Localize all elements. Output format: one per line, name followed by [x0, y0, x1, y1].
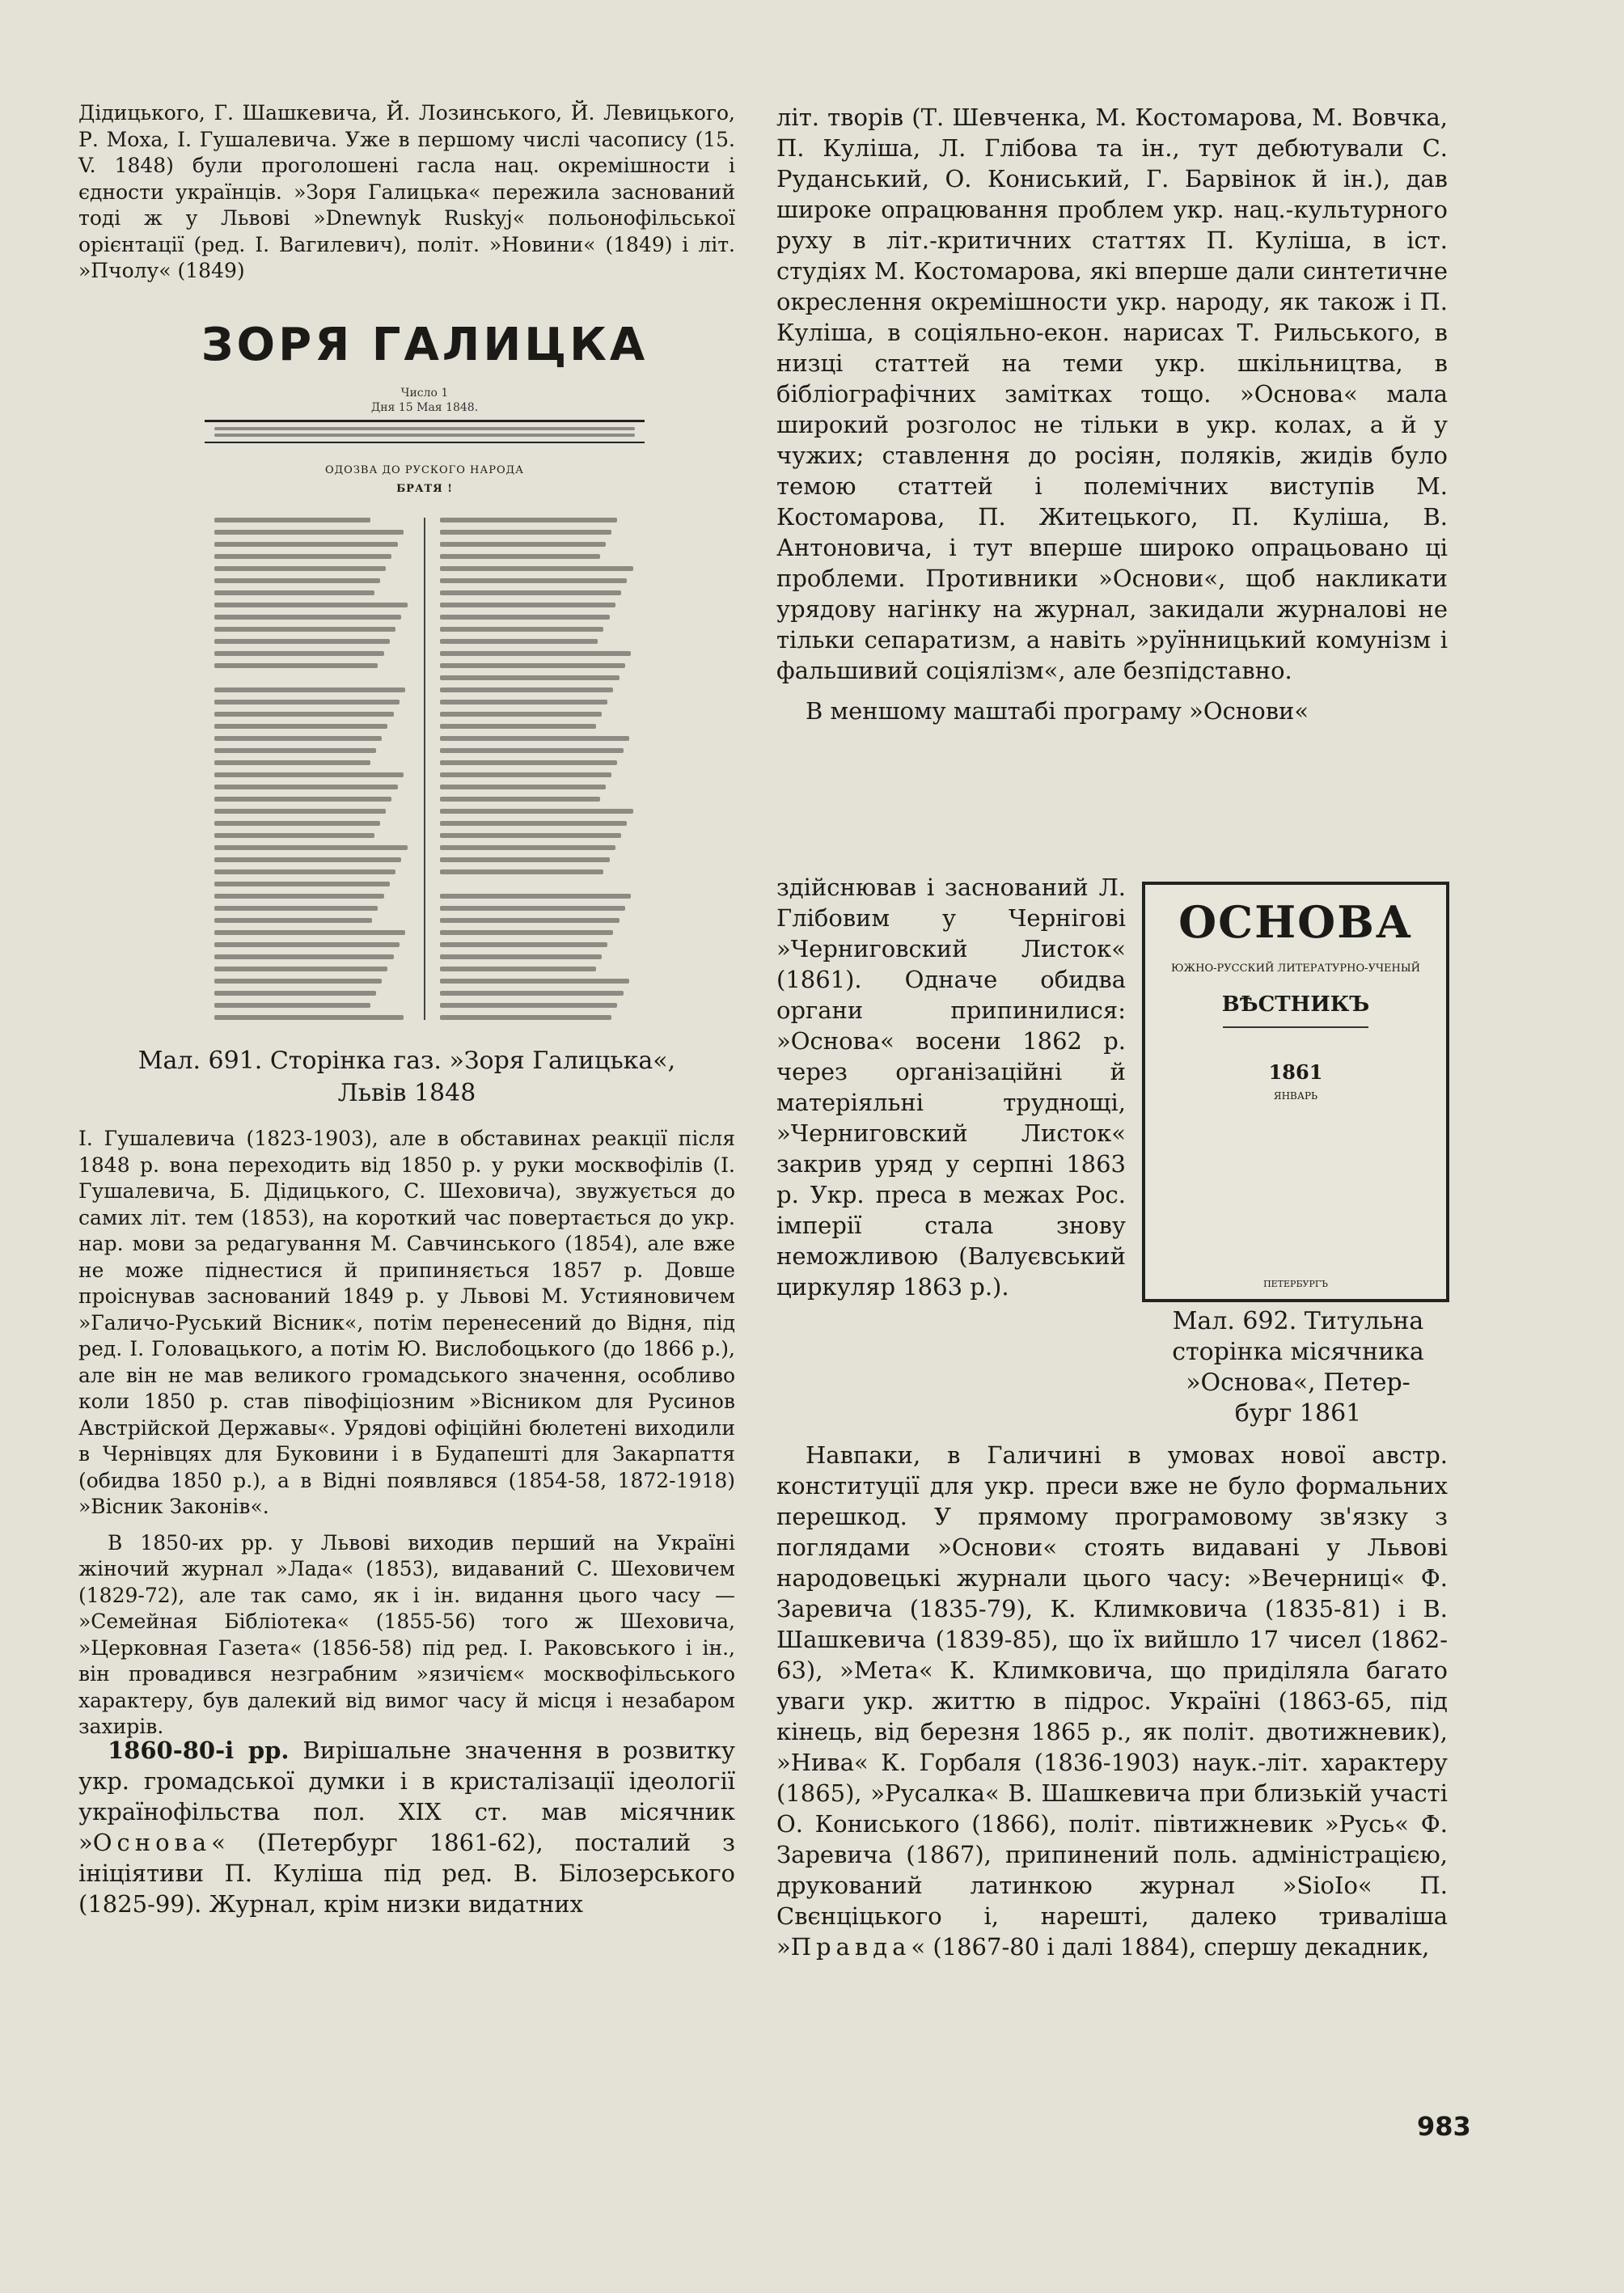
newspaper-text-line — [440, 554, 600, 559]
newspaper-text-line — [440, 578, 627, 583]
newspaper-text-line — [214, 651, 384, 656]
newspaper-title: ЗОРЯ ГАЛИЦКА — [201, 319, 649, 371]
newspaper-text-line — [214, 700, 400, 704]
newspaper-text-line — [214, 639, 390, 644]
newspaper-text-line — [440, 760, 617, 765]
newspaper-body — [198, 501, 651, 1020]
newspaper-text-line — [440, 627, 603, 632]
paragraph: І. Гушалевича (1823-1903), але в обставинах реакції після 1848 р. вона переходить від 1850 р. у руки москвофілів (І. Гушалевича, Б. Дідицького, С. Шеховича), звужується до самих літ. тем (1853), на короткий час повертається до укр. нар. мови за редагування М. Савчинського (1854), але вже не може піднестися й припиняється 1857 р. Довше проіснував заснований 1849 р. у Львові М. Устияновичем »Галичо-Руський Вісник«, потім перенесений до Відня, під ред. І. Головацького, а потім Ю. Вислобоцького (до 1866 р.), але він не мав великого громадського значення, особливо коли 1850 р. став півофіціозним »Вісником для Русинов Австрійской Державы«. Урядові офіційні бюлетені виходили в Чернівцях для Буковини і в Будапешті для Закарпаття (обидва 1850 р.), а в Відні появлявся (1854-58, 1872-1918) »Вісник Законів«. — [78, 1127, 735, 1518]
newspaper-text-line — [440, 1015, 611, 1020]
left-column-middle — [78, 1126, 735, 1750]
newspaper-text-line — [214, 785, 398, 789]
newspaper-text-line — [440, 1003, 617, 1008]
left-column-top — [78, 100, 735, 294]
newspaper-text-line — [214, 603, 408, 607]
newspaper-line — [214, 427, 635, 430]
paragraph — [776, 1440, 1448, 1962]
newspaper-text-line — [214, 627, 395, 632]
newspaper-text-line — [214, 554, 391, 559]
newspaper-text-line — [440, 833, 621, 838]
newspaper-text-line — [214, 869, 395, 874]
newspaper-rule — [205, 442, 645, 443]
newspaper-text-line — [440, 979, 629, 984]
caption-line: »Основа«, Петер- — [1186, 1369, 1410, 1397]
titlepage-subtitle: ЮЖНО-РУССКИЙ ЛИТЕРАТУРНО-УЧЕНЫЙ — [1171, 962, 1420, 975]
titlepage-rule — [1223, 1026, 1368, 1028]
newspaper-text-line — [214, 930, 405, 935]
newspaper-text-line — [440, 930, 613, 935]
newspaper-text-line — [214, 906, 378, 911]
newspaper-text-line — [214, 760, 370, 765]
newspaper-column — [214, 518, 409, 1020]
newspaper-text-line — [440, 736, 629, 741]
journal-name: Правда — [790, 1933, 911, 1961]
right-column-top — [776, 102, 1448, 726]
newspaper-text-line — [440, 991, 624, 996]
newspaper-text-line — [214, 712, 394, 717]
newspaper-text-line — [214, 748, 376, 753]
newspaper-text-line — [440, 821, 627, 826]
figure-692-caption — [1132, 1306, 1464, 1429]
newspaper-text-line — [214, 833, 374, 838]
paragraph: В меншому маштабі програму »Основи« — [806, 697, 1309, 725]
paragraph-text: Навпаки, в Галичині в умовах нової австр. конституції для укр. преси вже не було формальних перешкод. У прямому програмовому зв'язку з поглядами »Основи« стоять видавані у Львові народовецькі журнали цього часу: »Вечерниці« Ф. Заревича (1835-79), К. Климковича (1835-81) і В. Шашкевича (1839-85), що їх вийшло 17 чисел (1862-63), »Мета« К. Климковича, що приділяла багато уваги укр. життю в підрос. Україні (1863-65, під кінець, від березня 1865 р., як політ. двотижневик), »Нива« К. Горбаля (1836-1903) наук.-літ. характеру (1865), »Русалка« В. Шашкевича при близькій участі О. Кониського (1866), політ. півтижневик »Русь« Ф. Заревича (1867), припинений поль. адміністрацією, друкований латинкою журнал »SioIo« П. Свєнціцького і, нарешті, далеко триваліша » — [776, 1441, 1448, 1961]
newspaper-text-line — [214, 821, 380, 826]
newspaper-text-line — [440, 663, 625, 668]
caption-line: Мал. 692. Титульна — [1172, 1307, 1424, 1335]
caption-line: Мал. 691. Сторінка газ. »Зоря Галицька«, — [137, 1047, 676, 1075]
titlepage-title: ОСНОВА — [1178, 896, 1413, 948]
newspaper-text-line — [440, 785, 606, 789]
figure-692-titlepage — [1142, 882, 1449, 1302]
newspaper-text-line — [440, 869, 603, 874]
newspaper-text-line — [440, 566, 633, 571]
newspaper-text-line — [214, 578, 380, 583]
newspaper-text-line — [440, 530, 611, 535]
right-column-bottom — [776, 1440, 1448, 1972]
paragraph — [78, 1735, 735, 1919]
paragraph: літ. творів (Т. Шевченка, М. Костомарова, М. Вовчка, П. Куліша, Л. Глібова та ін., тут дебютували С. Руданський, О. Кониський, Г. Барвінок й ін.), дав широке опрацювання проблем укр. нац.-культурного руху в літ.-критичних статтях П. Куліша, в іст. студіях М. Костомарова, які вперше дали синтетичне окреслення окремішности укр. народу, як також і П. Куліша, в соціяльно-екон. нарисах Т. Рильського, в низці статтей на теми укр. шкільництва, в бібліографічних замітках тощо. »Основа« мала широкий розголос не тільки в укр. колах, а й у чужих; ставлення до росіян, поляків, жидів було темою статтей і полемічних виступів М. Костомарова, П. Житецького, П. Куліша, В. Антоновича, і тут вперше широко опрацьовано ці проблеми. Противники »Основи«, щоб накликати урядову нагінку на журнал, закидали журналові не тільки сепаратизм, а навіть »руїнницький комунізм і фальшивий соціялізм«, але безпідставно. — [776, 104, 1448, 684]
newspaper-text-line — [214, 590, 374, 595]
newspaper-text-line — [440, 967, 596, 971]
newspaper-text-line — [440, 712, 602, 717]
figure-691-caption — [78, 1045, 735, 1110]
newspaper-text-line — [214, 772, 404, 777]
newspaper-column-divider — [424, 518, 425, 1020]
newspaper-text-line — [214, 724, 387, 729]
newspaper-text-line — [440, 857, 610, 862]
caption-line: Львів 1848 — [337, 1079, 476, 1107]
newspaper-text-line — [440, 687, 613, 692]
paragraph: здійснював і заснований Л. Глібовим у Чернігові »Черниговский Листок« (1861). Одначе обидва органи припинилися: »Основа« восени 1862 р. через організаційні й матеріяльні труднощі, »Черниговский Листок« закрив уряд у серпні 1863 р. Укр. преса в межах Рос. імперії стала знову неможливою (Валуєвський циркуляр 1863 р.). — [776, 874, 1126, 1301]
newspaper-text-line — [440, 954, 602, 959]
paragraph: Дідицького, Г. Шашкевича, Й. Лозинського, Й. Левицького, Р. Моха, І. Гушалевича. Уже в першому числі часопису (15. V. 1848) були проголошені гасла нац. окремішности і єдности українців. »Зоря Галицька« пережила заснований тоді ж у Львові »Dnewnyk Ruskyj« польонофільської орієнтації (ред. І. Вагилевич), політ. »Новини« (1849) і літ. »Пчолу« (1849) — [78, 101, 735, 282]
titlepage-word: ВѢСТНИКЪ — [1221, 992, 1370, 1017]
newspaper-text-line — [214, 797, 391, 802]
paragraph-text: Вирішальне значення в розвитку укр. громадської думки і в кристалізації ідеології українофільства пол. XIX ст. мав місячник » — [78, 1737, 735, 1856]
newspaper-text-line — [440, 590, 621, 595]
paragraph-text: « (1867-80 і далі 1884), спершу декадник, — [911, 1933, 1430, 1961]
newspaper-text-line — [440, 748, 624, 753]
newspaper-text-line — [214, 687, 405, 692]
newspaper-headline-2: БРАТЯ ! — [396, 483, 453, 495]
titlepage-month: ЯНВАРЬ — [1273, 1090, 1318, 1102]
paragraph: В 1850-их рр. у Львові виходив перший на Україні жіночий журнал »Лада« (1853), видаваний С. Шеховичем (1829-72), але так само, як і ін. видання цього часу — »Семейная Бібліотека« (1855-56) того ж Шеховича, »Церковная Газета« (1856-58) під ред. І. Раковського і ін., він провадився незграбним »язичієм« москвофільського характеру, був далекий від вимог часу й місця і незабаром захирів. — [78, 1530, 735, 1738]
newspaper-text-line — [214, 663, 378, 668]
page-number: 983 — [1417, 2111, 1471, 2142]
newspaper-text-line — [214, 918, 372, 923]
newspaper-rule — [205, 420, 645, 422]
newspaper-text-line — [214, 530, 404, 535]
newspaper-text-line — [440, 615, 610, 620]
newspaper-text-line — [214, 809, 386, 814]
newspaper-column — [440, 518, 635, 1020]
newspaper-text-line — [440, 542, 606, 547]
titlepage-city: ПЕТЕРБУРГЪ — [1263, 1279, 1328, 1289]
newspaper-text-line — [440, 675, 620, 680]
newspaper-text-line — [214, 1015, 404, 1020]
newspaper-text-line — [214, 882, 390, 886]
newspaper-text-line — [440, 942, 607, 947]
newspaper-text-line — [440, 603, 615, 607]
newspaper-text-line — [214, 967, 387, 971]
paragraph-text: « (Петербург 1861-62), посталий з ініціятиви П. Куліша під ред. В. Білозерського (1825-99). Журнал, крім низки видатних — [78, 1829, 735, 1918]
newspaper-text-line — [440, 845, 615, 850]
newspaper-issue: Число 1 — [400, 387, 449, 400]
newspaper-line — [214, 434, 635, 437]
newspaper-text-line — [440, 639, 598, 644]
newspaper-text-line — [214, 566, 386, 571]
figure-691-newspaper — [198, 312, 651, 1024]
left-column-bottom — [78, 1735, 735, 1929]
newspaper-text-line — [214, 542, 398, 547]
newspaper-headline: ОДОЗВА ДО РУСКОГО НАРОДА — [324, 464, 525, 476]
newspaper-date: Дня 15 Мая 1848. — [370, 401, 479, 414]
newspaper-text-line — [214, 954, 394, 959]
caption-line: сторінка місячника — [1172, 1338, 1424, 1366]
newspaper-text-line — [440, 651, 631, 656]
newspaper-text-line — [214, 894, 384, 899]
newspaper-text-line — [440, 724, 596, 729]
newspaper-text-line — [214, 942, 400, 947]
newspaper-text-line — [440, 809, 633, 814]
section-heading: 1860-80-і рр. — [108, 1737, 290, 1764]
newspaper-text-line — [214, 845, 408, 850]
newspaper-text-line — [440, 918, 620, 923]
newspaper-text-line — [440, 797, 600, 802]
caption-line: бург 1861 — [1234, 1399, 1362, 1428]
newspaper-text-line — [214, 736, 382, 741]
right-column-wrap — [776, 872, 1126, 1302]
titlepage-year: 1861 — [1268, 1060, 1323, 1084]
newspaper-text-line — [214, 1003, 370, 1008]
newspaper-text-line — [440, 518, 617, 522]
newspaper-text-line — [214, 615, 401, 620]
newspaper-text-line — [440, 906, 625, 911]
newspaper-text-line — [214, 979, 382, 984]
newspaper-text-line — [440, 700, 607, 704]
newspaper-text-line — [214, 857, 401, 862]
newspaper-text-line — [214, 991, 376, 996]
newspaper-text-line — [440, 772, 611, 777]
journal-name: Основа — [92, 1829, 212, 1856]
newspaper-text-line — [214, 518, 370, 522]
newspaper-text-line — [440, 894, 631, 899]
